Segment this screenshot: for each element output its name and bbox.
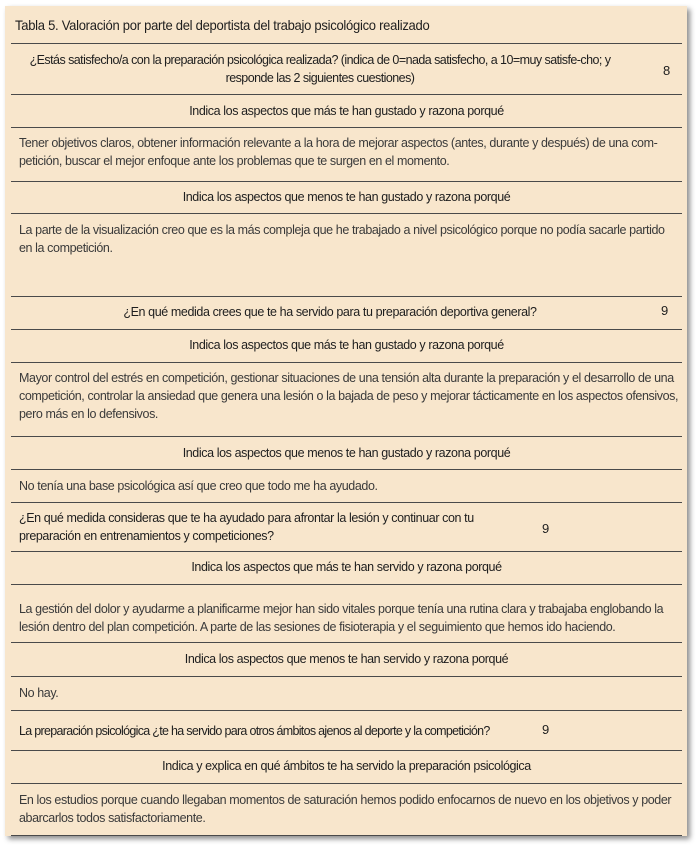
question-2: ¿En qué medida crees que te ha servido para tu preparación deportiva general? xyxy=(123,305,537,319)
divider xyxy=(11,835,682,836)
divider xyxy=(11,783,682,784)
answer: Mayor control del estrés en competición, gestionar situaciones de una tensión alta durante la preparación y el desarrollo de una competición, controlar la ansiedad que genera una lesión o la bajada de peso y mejorar tácticamente en los aspectos ofensivos, pero más en lo defensivos. xyxy=(19,371,679,421)
divider xyxy=(11,296,682,297)
divider xyxy=(11,436,682,437)
question-1: ¿Estás satisfecho/a con la preparación psicológica realizada? (indica de 0=nada satisfecho, a 10=muy satisfe-cho; y responde las 2 siguientes cuestiones) xyxy=(29,53,611,85)
subheader: Indica los aspectos que menos te han gustado y razona porqué xyxy=(182,446,511,460)
question-1-score: 8 xyxy=(663,63,671,78)
divider xyxy=(11,213,682,214)
divider xyxy=(11,584,682,585)
answer: No hay. xyxy=(19,686,59,700)
divider xyxy=(11,750,682,751)
divider xyxy=(11,94,682,95)
divider xyxy=(11,329,682,330)
question-4: La preparación psicológica ¿te ha servido para otros ámbitos ajenos al deporte y la competición? xyxy=(19,724,490,738)
subheader: Indica y explica en qué ámbitos te ha servido la preparación psicológica xyxy=(162,759,531,773)
subheader: Indica los aspectos que más te han gustado y razona porqué xyxy=(189,338,504,352)
answer: La parte de la visualización creo que es la más compleja que he trabajado a nivel psicológico porque no podía sacarle partido en la competición. xyxy=(19,223,665,255)
question-2-score: 9 xyxy=(661,303,669,318)
subheader: Indica los aspectos que menos te han servido y razona porqué xyxy=(184,652,509,666)
divider xyxy=(11,551,682,552)
divider xyxy=(11,181,682,182)
answer: Tener objetivos claros, obtener información relevante a la hora de mejorar aspectos (antes, durante y después) de una com-petición, buscar el mejor enfoque ante los problemas que te surgen en el momento. xyxy=(19,136,658,168)
divider xyxy=(11,710,682,711)
divider xyxy=(11,676,682,677)
answer: No tenía una base psicológica así que creo que todo me ha ayudado. xyxy=(19,479,378,493)
subheader: Indica los aspectos que más te han servido y razona porqué xyxy=(191,560,502,574)
answer: En los estudios porque cuando llegaban momentos de saturación hemos podido enfocarnos de nuevo en los objetivos y poder abarcarlos todos satisfactoriamente. xyxy=(19,793,672,825)
subheader: Indica los aspectos que más te han gustado y razona porqué xyxy=(189,104,504,118)
divider xyxy=(11,642,682,643)
divider xyxy=(11,127,682,128)
divider xyxy=(11,502,682,503)
subheader: Indica los aspectos que menos te han gustado y razona porqué xyxy=(182,190,511,204)
answer: La gestión del dolor y ayudarme a planificarme mejor han sido vitales porque tenía una rutina clara y trabajaba englobando la lesión dentro del plan competición. A parte de las sesiones de fisioterapia y el seguimiento que hemos ido haciendo. xyxy=(19,602,664,634)
divider xyxy=(11,43,682,44)
table-title: Tabla 5. Valoración por parte del deportista del trabajo psicológico realizado xyxy=(15,17,430,33)
question-3-score: 9 xyxy=(542,521,550,536)
divider xyxy=(11,469,682,470)
question-3: ¿En qué medida consideras que te ha ayudado para afrontar la lesión y continuar con tu preparación en entrenamientos y competiciones? xyxy=(19,511,474,543)
divider xyxy=(11,362,682,363)
table-card xyxy=(5,6,687,836)
question-4-score: 9 xyxy=(542,722,550,737)
